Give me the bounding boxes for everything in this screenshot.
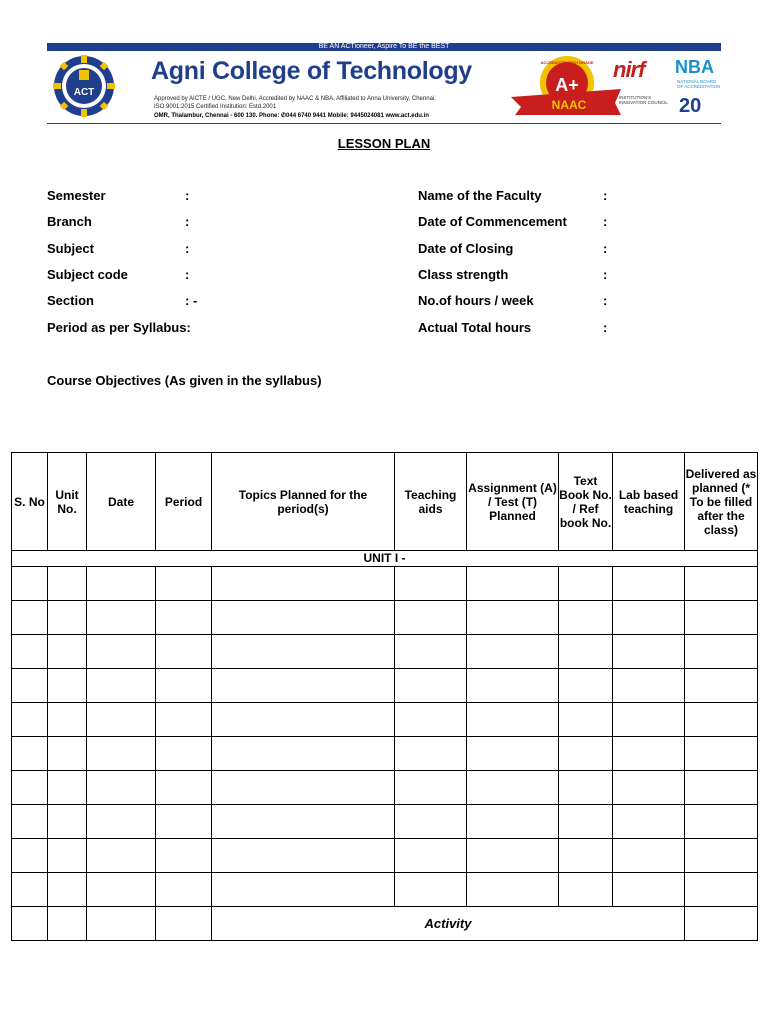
table-cell[interactable] bbox=[87, 873, 156, 907]
subject-label: Subject bbox=[47, 241, 94, 256]
table-cell[interactable] bbox=[212, 635, 395, 669]
activity-row bbox=[12, 907, 758, 941]
table-cell[interactable] bbox=[559, 839, 613, 873]
nba-logo: NBA bbox=[675, 57, 714, 77]
commencement-colon: : bbox=[603, 214, 608, 229]
innovation-council-text: INSTITUTION'S INNOVATION COUNCIL bbox=[619, 95, 668, 105]
col-sno: S. No bbox=[12, 453, 48, 551]
table-row bbox=[12, 771, 758, 805]
col-assignment: Assignment (A) / Test (T) Planned bbox=[467, 453, 559, 551]
table-cell[interactable] bbox=[685, 805, 758, 839]
table-cell[interactable] bbox=[559, 805, 613, 839]
table-cell[interactable] bbox=[613, 805, 685, 839]
subject-code-label: Subject code bbox=[47, 267, 128, 282]
table-cell[interactable] bbox=[87, 771, 156, 805]
table-row bbox=[12, 703, 758, 737]
table-cell[interactable] bbox=[156, 567, 212, 601]
col-lab: Lab based teaching bbox=[613, 453, 685, 551]
closing-colon: : bbox=[603, 241, 608, 256]
table-cell[interactable] bbox=[48, 873, 87, 907]
table-row bbox=[12, 567, 758, 601]
col-teaching-aids: Teaching aids bbox=[395, 453, 467, 551]
table-cell[interactable] bbox=[87, 567, 156, 601]
total-hours-label: Actual Total hours bbox=[418, 320, 532, 335]
table-row bbox=[12, 839, 758, 873]
table-cell[interactable] bbox=[12, 873, 48, 907]
section-label: Section bbox=[47, 293, 94, 308]
subject-colon: : bbox=[185, 241, 190, 256]
college-logo bbox=[53, 55, 115, 117]
table-row bbox=[12, 669, 758, 703]
table-cell[interactable] bbox=[48, 839, 87, 873]
table-cell[interactable] bbox=[12, 601, 48, 635]
table-cell[interactable] bbox=[395, 669, 467, 703]
table-cell[interactable] bbox=[613, 873, 685, 907]
col-period: Period bbox=[156, 453, 212, 551]
table-cell[interactable] bbox=[212, 839, 395, 873]
table-cell[interactable] bbox=[613, 703, 685, 737]
table-cell[interactable] bbox=[559, 635, 613, 669]
table-cell[interactable] bbox=[48, 805, 87, 839]
table-cell[interactable] bbox=[48, 567, 87, 601]
hours-week-label: No.of hours / week bbox=[418, 293, 534, 308]
faculty-colon: : bbox=[603, 188, 608, 203]
table-cell[interactable] bbox=[467, 873, 559, 907]
section-colon: : - bbox=[185, 293, 198, 308]
table-row bbox=[12, 873, 758, 907]
table-cell[interactable] bbox=[467, 771, 559, 805]
table-cell[interactable] bbox=[559, 601, 613, 635]
svg-text:ACT: ACT bbox=[73, 87, 95, 98]
table-cell[interactable] bbox=[48, 737, 87, 771]
table-cell[interactable] bbox=[156, 873, 212, 907]
table-cell[interactable] bbox=[613, 737, 685, 771]
naac-badge bbox=[511, 53, 621, 121]
table-cell[interactable] bbox=[156, 703, 212, 737]
class-strength-colon: : bbox=[603, 267, 608, 282]
table-cell[interactable] bbox=[87, 805, 156, 839]
table-cell[interactable] bbox=[87, 907, 156, 941]
table-cell[interactable] bbox=[559, 873, 613, 907]
svg-text:A+: A+ bbox=[555, 75, 579, 95]
table-cell[interactable] bbox=[685, 737, 758, 771]
table-cell[interactable] bbox=[467, 805, 559, 839]
tagline: BE AN ACTioneer, Aspire To BE the BEST bbox=[47, 43, 721, 51]
table-row bbox=[12, 601, 758, 635]
table-cell[interactable] bbox=[87, 839, 156, 873]
table-cell[interactable] bbox=[685, 703, 758, 737]
college-name: Agni College of Technology bbox=[151, 57, 472, 85]
table-cell[interactable] bbox=[156, 737, 212, 771]
table-row bbox=[12, 805, 758, 839]
closing-label: Date of Closing bbox=[418, 241, 514, 256]
table-cell[interactable] bbox=[395, 839, 467, 873]
unit-row bbox=[12, 551, 758, 567]
table-cell[interactable] bbox=[48, 771, 87, 805]
commencement-label: Date of Commencement bbox=[418, 214, 567, 229]
table-cell[interactable] bbox=[12, 805, 48, 839]
table-cell[interactable] bbox=[12, 669, 48, 703]
branch-colon: : bbox=[185, 214, 190, 229]
contact-text: OMR, Thalambur, Chennai - 600 130. Phone: ✆044 6740 9441 Mobile: 9445024081 www.act.edu.in bbox=[154, 113, 429, 119]
table-cell[interactable] bbox=[156, 907, 212, 941]
table-cell[interactable] bbox=[559, 771, 613, 805]
col-topics: Topics Planned for the period(s) bbox=[212, 453, 395, 551]
table-cell[interactable] bbox=[613, 601, 685, 635]
table-cell[interactable] bbox=[12, 567, 48, 601]
svg-text:ACCREDITED WITH GRADE: ACCREDITED WITH GRADE bbox=[540, 60, 594, 65]
table-cell[interactable] bbox=[613, 669, 685, 703]
hours-week-colon: : bbox=[603, 293, 608, 308]
activity-label: Activity bbox=[212, 907, 685, 941]
table-cell[interactable] bbox=[467, 601, 559, 635]
table-cell[interactable] bbox=[87, 669, 156, 703]
course-objectives-label: Course Objectives (As given in the syllabus) bbox=[47, 373, 322, 388]
table-cell[interactable] bbox=[12, 771, 48, 805]
approvals-text: Approved by AICTE / UGC, New Delhi, Accredited by NAAC & NBA, Affiliated to Anna University, Chennai. ISO 9001:2015 Certified Institution: Estd.2001 bbox=[154, 96, 436, 110]
table-cell[interactable] bbox=[212, 567, 395, 601]
table-cell[interactable] bbox=[12, 737, 48, 771]
table-cell[interactable] bbox=[685, 873, 758, 907]
table-cell[interactable] bbox=[87, 737, 156, 771]
table-cell[interactable] bbox=[685, 669, 758, 703]
table-cell[interactable] bbox=[156, 635, 212, 669]
subject-code-colon: : bbox=[185, 267, 190, 282]
table-cell[interactable] bbox=[467, 635, 559, 669]
table-cell[interactable] bbox=[685, 771, 758, 805]
col-unit-no: Unit No. bbox=[48, 453, 87, 551]
table-cell[interactable] bbox=[212, 703, 395, 737]
table-cell[interactable] bbox=[685, 601, 758, 635]
table-cell[interactable] bbox=[467, 703, 559, 737]
col-delivered: Delivered as planned (* To be filled after the class) bbox=[685, 453, 758, 551]
table-cell[interactable] bbox=[48, 703, 87, 737]
table-cell[interactable] bbox=[395, 737, 467, 771]
table-cell[interactable] bbox=[685, 635, 758, 669]
page-title: LESSON PLAN bbox=[337, 136, 431, 151]
table-cell[interactable] bbox=[212, 771, 395, 805]
table-cell[interactable] bbox=[395, 771, 467, 805]
table-cell[interactable] bbox=[156, 805, 212, 839]
table-cell[interactable] bbox=[212, 669, 395, 703]
table-cell[interactable] bbox=[48, 601, 87, 635]
semester-colon: : bbox=[185, 188, 190, 203]
table-cell[interactable] bbox=[467, 567, 559, 601]
table-cell[interactable] bbox=[212, 737, 395, 771]
col-text-book: Text Book No. / Ref book No. bbox=[559, 453, 613, 551]
table-cell[interactable] bbox=[395, 873, 467, 907]
faculty-label: Name of the Faculty bbox=[418, 188, 542, 203]
unit-label: UNIT I - bbox=[12, 551, 758, 567]
table-cell[interactable] bbox=[48, 907, 87, 941]
table-cell[interactable] bbox=[467, 839, 559, 873]
table-cell[interactable] bbox=[212, 601, 395, 635]
table-cell[interactable] bbox=[12, 907, 48, 941]
lesson-plan-table bbox=[11, 452, 758, 941]
table-row bbox=[12, 635, 758, 669]
table-cell[interactable] bbox=[395, 567, 467, 601]
table-cell[interactable] bbox=[685, 907, 758, 941]
table-cell[interactable] bbox=[613, 635, 685, 669]
table-cell[interactable] bbox=[87, 601, 156, 635]
table-cell[interactable] bbox=[395, 703, 467, 737]
period-syllabus-label: Period as per Syllabus: bbox=[47, 320, 191, 335]
twenty-years-logo: 20 bbox=[679, 95, 702, 117]
table-cell[interactable] bbox=[156, 601, 212, 635]
svg-text:NAAC: NAAC bbox=[551, 98, 587, 112]
table-cell[interactable] bbox=[212, 805, 395, 839]
college-header bbox=[47, 43, 721, 125]
table-cell[interactable] bbox=[87, 703, 156, 737]
table-cell[interactable] bbox=[559, 567, 613, 601]
branch-label: Branch bbox=[47, 214, 92, 229]
table-cell[interactable] bbox=[395, 805, 467, 839]
class-strength-label: Class strength bbox=[418, 267, 509, 282]
table-cell[interactable] bbox=[156, 839, 212, 873]
table-cell[interactable] bbox=[559, 703, 613, 737]
table-cell[interactable] bbox=[467, 737, 559, 771]
nba-subtitle: NATIONAL BOARD OF ACCREDITATION bbox=[677, 79, 721, 89]
table-cell[interactable] bbox=[559, 737, 613, 771]
nirf-logo: nirf bbox=[613, 57, 645, 82]
table-cell[interactable] bbox=[613, 839, 685, 873]
table-cell[interactable] bbox=[12, 703, 48, 737]
table-cell[interactable] bbox=[12, 635, 48, 669]
table-cell[interactable] bbox=[613, 567, 685, 601]
table-cell[interactable] bbox=[48, 669, 87, 703]
table-row bbox=[12, 737, 758, 771]
table-cell[interactable] bbox=[48, 635, 87, 669]
semester-label: Semester bbox=[47, 188, 106, 203]
table-cell[interactable] bbox=[395, 601, 467, 635]
table-cell[interactable] bbox=[467, 669, 559, 703]
table-cell[interactable] bbox=[212, 873, 395, 907]
table-cell[interactable] bbox=[559, 669, 613, 703]
table-cell[interactable] bbox=[685, 839, 758, 873]
table-cell[interactable] bbox=[156, 771, 212, 805]
table-cell[interactable] bbox=[395, 635, 467, 669]
table-cell[interactable] bbox=[156, 669, 212, 703]
header-divider bbox=[47, 123, 721, 124]
table-cell[interactable] bbox=[87, 635, 156, 669]
table-cell[interactable] bbox=[613, 771, 685, 805]
table-cell[interactable] bbox=[685, 567, 758, 601]
total-hours-colon: : bbox=[603, 320, 608, 335]
col-date: Date bbox=[87, 453, 156, 551]
table-header-row bbox=[12, 453, 758, 551]
table-cell[interactable] bbox=[12, 839, 48, 873]
